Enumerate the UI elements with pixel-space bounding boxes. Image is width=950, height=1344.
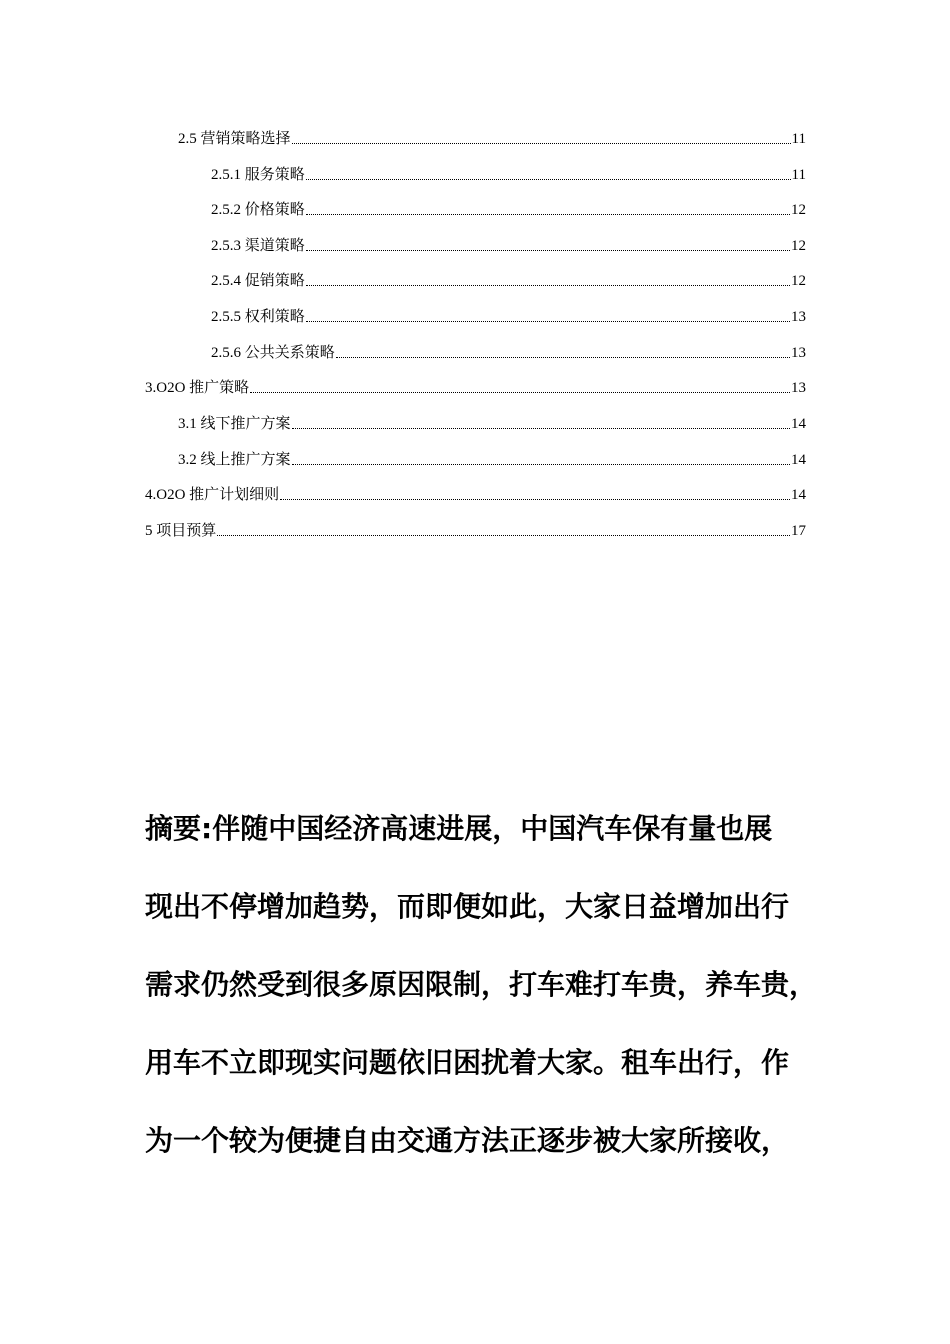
toc-entry-page: 12 <box>791 273 806 289</box>
toc-entry[interactable] <box>145 482 806 504</box>
toc-entry[interactable] <box>211 162 806 184</box>
abstract-line: 现出不停增加趋势，而即便如此，大家日益增加出行 <box>145 890 790 923</box>
toc-entry-page: 13 <box>791 345 806 361</box>
toc-entry-page: 13 <box>791 309 806 325</box>
toc-leader-dots <box>292 142 791 144</box>
abstract-line: 用车不立即现实问题依旧困扰着大家。租车出行，作 <box>145 1046 790 1079</box>
toc-entry-page: 12 <box>791 238 806 254</box>
abstract-line: 摘要:伴随中国经济高速进展，中国汽车保有量也展 <box>145 812 773 845</box>
toc-entry-page: 11 <box>791 131 806 147</box>
toc-leader-dots <box>217 534 790 536</box>
toc-entry-title: 4.O2O 推广计划细则 <box>145 487 280 503</box>
toc-entry[interactable] <box>145 518 806 540</box>
toc-entry-page: 13 <box>791 380 806 396</box>
toc-leader-dots <box>250 391 790 393</box>
toc-entry-page: 14 <box>791 487 806 503</box>
toc-leader-dots <box>306 213 790 215</box>
toc-entry-title: 3.2 线上推广方案 <box>178 452 291 468</box>
toc-entry-page: 14 <box>791 416 806 432</box>
abstract-line: 需求仍然受到很多原因限制，打车难打车贵，养车贵， <box>145 968 818 1001</box>
toc-entry[interactable] <box>145 375 806 397</box>
toc-entry[interactable] <box>211 268 806 290</box>
toc-leader-dots <box>292 427 790 429</box>
toc-entry-title: 2.5.4 促销策略 <box>211 273 305 289</box>
toc-entry[interactable] <box>211 197 806 219</box>
toc-leader-dots <box>280 498 790 500</box>
toc-entry-title: 2.5.1 服务策略 <box>211 167 305 183</box>
toc-entry-title: 5 项目预算 <box>145 523 217 539</box>
toc-leader-dots <box>306 284 790 286</box>
toc-leader-dots <box>336 356 790 358</box>
toc-entry-page: 12 <box>791 202 806 218</box>
toc-entry-title: 2.5.6 公共关系策略 <box>211 345 335 361</box>
toc-entry-title: 2.5 营销策略选择 <box>178 131 291 147</box>
toc-leader-dots <box>306 320 790 322</box>
toc-entry-page: 17 <box>791 523 806 539</box>
toc-entry-page: 11 <box>791 167 806 183</box>
toc-entry[interactable] <box>178 126 806 148</box>
toc-leader-dots <box>292 463 790 465</box>
toc-entry-title: 3.O2O 推广策略 <box>145 380 250 396</box>
toc-entry-title: 3.1 线下推广方案 <box>178 416 291 432</box>
toc-entry-title: 2.5.2 价格策略 <box>211 202 305 218</box>
toc-entry[interactable] <box>178 447 806 469</box>
toc-entry[interactable] <box>211 304 806 326</box>
toc-leader-dots <box>306 178 791 180</box>
abstract-line: 为一个较为便捷自由交通方法正逐步被大家所接收， <box>145 1124 790 1157</box>
toc-leader-dots <box>306 249 790 251</box>
toc-entry-title: 2.5.5 权利策略 <box>211 309 305 325</box>
toc-entry-title: 2.5.3 渠道策略 <box>211 238 305 254</box>
toc-entry[interactable] <box>211 340 806 362</box>
toc-entry-page: 14 <box>791 452 806 468</box>
toc-entry[interactable] <box>178 411 806 433</box>
toc-entry[interactable] <box>211 233 806 255</box>
